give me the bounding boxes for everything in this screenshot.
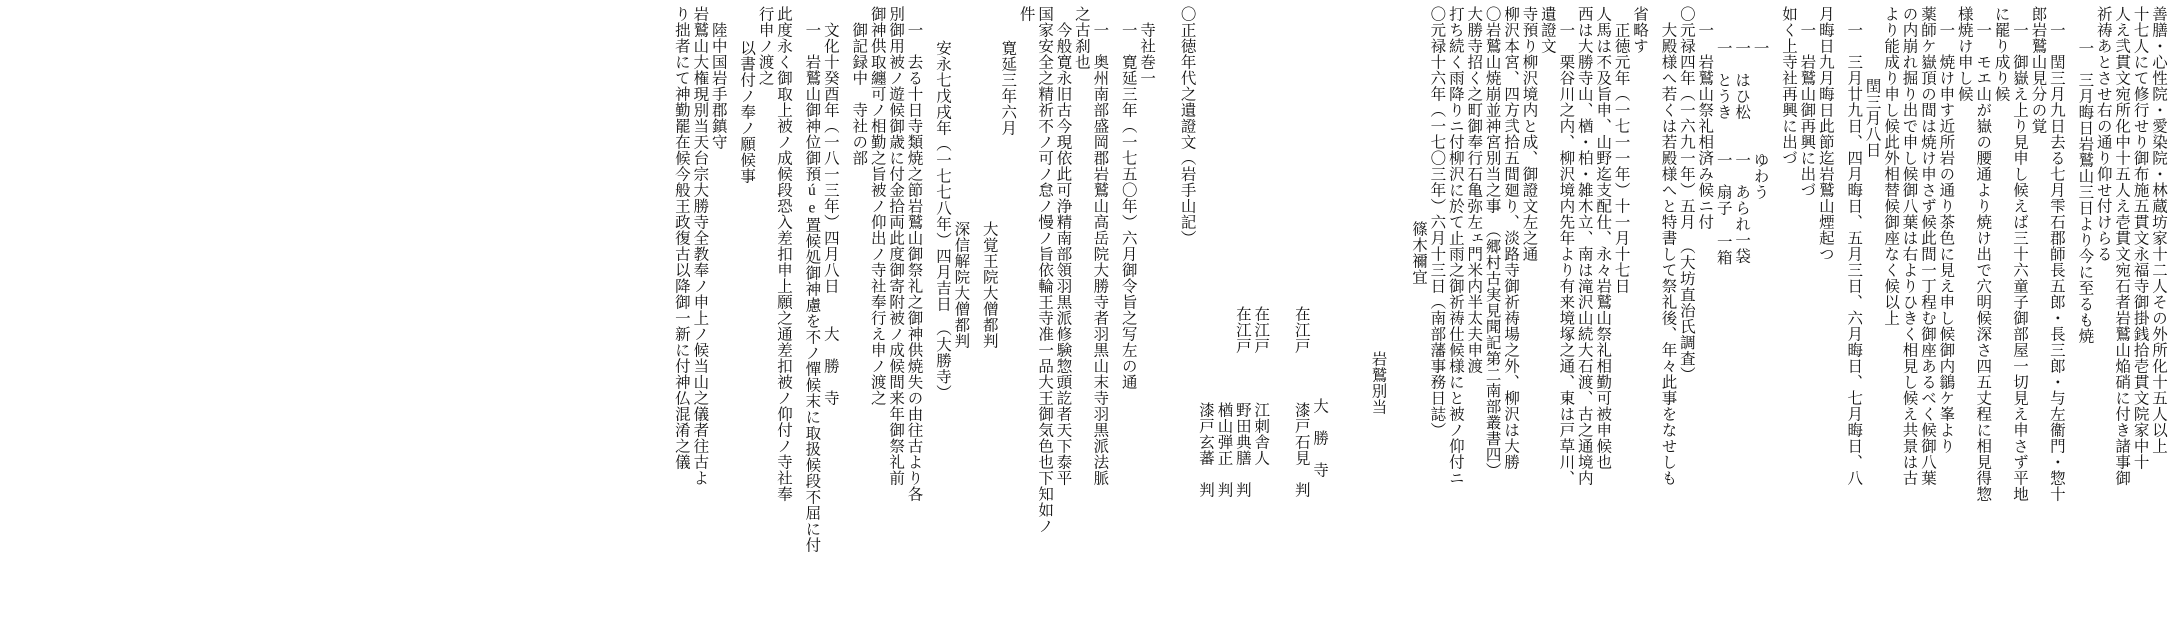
- text-column: 如く上寺社再興に出づ: [1779, 6, 1797, 166]
- text-column: 一 とうき 一 扇子 一箱: [1714, 40, 1732, 266]
- text-column: 之古刹也: [1072, 6, 1090, 70]
- text-column: 一 はひ松 一 あられ一袋: [1733, 40, 1751, 264]
- text-column: 一 三月廿九日、四月晦日、五月三日、六月晦日、七月晦日、八: [1845, 22, 1863, 486]
- text-column: 行申ノ渡之: [756, 6, 774, 86]
- text-column: 様焼け申し候: [1955, 6, 1973, 102]
- text-column: 遺證文: [1538, 6, 1556, 54]
- signature-column: 在江戸 江刺舎人: [1252, 306, 1270, 466]
- text-column: 一 ゆわう: [1751, 40, 1769, 200]
- signature-column: 在江戸 漆戸石見 判: [1292, 306, 1310, 498]
- text-column: に罷り成り候: [1992, 6, 2010, 102]
- signature-column: 岩鷲別当: [1369, 351, 1387, 415]
- text-column: 一 栗谷川之内、柳沢境内先年より有来境塚之通、東は戸草川、: [1557, 22, 1575, 486]
- text-column: 寛延三年六月: [999, 40, 1017, 136]
- text-column: 善膳・心性院・愛染院・林蔵坊家十二人その外所化十五人以上: [2150, 6, 2167, 454]
- text-column: 此度永く御取上被ノ成候段恐入差扣申上願之通差扣被ノ仰付ノ寺社奉: [775, 6, 792, 502]
- text-column: 別御用被ノ遊候御歳に付金拾両此度御寄附被ノ成候間来年御祭礼前: [887, 6, 905, 486]
- text-column: 今般寛永旧古今現依此可浄精南部領羽黒派修験惣頭訖者天下泰平: [1054, 22, 1072, 486]
- text-column: 岩鷲山大権現別当天台宗大勝寺全教奉ノ申上ノ候当山之儀者往古よ: [691, 6, 709, 486]
- text-column: 柳沢本宮、四方弐拾五間廻り、淡路寺御祈祷場之外、柳沢は大勝: [1502, 6, 1520, 470]
- signature-column: 楢山弾正 判: [1215, 306, 1233, 498]
- text-column: 大殿様へ若くは若殿様へと特書して祭礼後、年々此事をなせしも: [1659, 22, 1677, 486]
- text-column: 一 焼け申す近所岩の通り茶色に見え申し候御内鶲ケ峯より: [1937, 22, 1955, 454]
- text-column: り拙者にて神勤罷在候今般王政復古以降御一新に付神仏混淆之儀: [672, 6, 690, 470]
- text-column: 大勝寺招く之町御奉行石亀弥左ェ門米内半太夫申渡: [1465, 6, 1483, 374]
- text-column: 安永七戊戌年（一七七八年）四月吉日 （大勝寺）: [933, 40, 951, 401]
- text-column: 一 閏三月九日去る七月雫石郡師長五郎・長三郎・与左衞門・惣十: [2047, 22, 2065, 502]
- text-column: 西は大勝寺山、楢・柏・雑木立、南は滝沢山続大石渡、古之通境内: [1575, 6, 1593, 486]
- text-column: 一 御嶽え上り見申し候えば三十六童子御部屋一切見え申さず平地: [2011, 22, 2029, 502]
- text-column: 一 寛延三年（一七五〇年）六月御令旨之写左の通: [1119, 22, 1137, 390]
- text-column: 閏三月八日: [1863, 78, 1881, 158]
- text-column: 一 去る十日寺類焼之節岩鷲山御祭礼之御神供焼失の由往古より各: [905, 22, 923, 502]
- text-column: 御神供取纏可ノ相勤之旨被ノ仰出ノ寺社奉行え申ノ渡之: [868, 6, 886, 406]
- text-column: 御記録中 寺社の部: [850, 22, 868, 166]
- text-column: 一 モエ山が嶽の腰通より焼け出で穴明候深さ四五丈程に相見得惣: [1974, 22, 1992, 502]
- text-column: 〇岩鷲山焼崩並神宮別当之事 （郷村古実見聞記第二南部叢書四）: [1483, 6, 1501, 479]
- text-column: 一 岩鷲山御再興に出づ: [1798, 22, 1816, 198]
- text-column: 十七人にて修行せり御布施五貫文永福寺御掛銭拾壱貫文院家中十: [2131, 6, 2149, 470]
- text-column: 祈祷あとさせ右の通り仰せ付けらる: [2094, 6, 2112, 262]
- text-column: 一 三月晦日岩鷲山三日より今に至るも焼: [2076, 40, 2094, 344]
- text-column: 文化十癸酉年（一八一三年）四月八日 大 勝 寺: [821, 22, 839, 406]
- text-column: 国家安全之精祈不ノ可ノ怠ノ慢ノ旨依輪王寺准一品大王御気色也下知如ノ: [1036, 6, 1054, 534]
- text-column: の内崩れ掘り出で申し候御八葉は右よりひきく相見し候え共景は古: [1900, 6, 1918, 486]
- text-column: 一 岩鷲山御神位御預úe置候処御神慮を不ノ憚候末に取扱候段不屈に付: [803, 22, 821, 553]
- text-column: 寺社巻一: [1138, 22, 1156, 86]
- text-column: より能成り申し候此外相替候御座なく候以上: [1882, 6, 1900, 326]
- signature-column: 深信解院大僧都判: [952, 221, 970, 349]
- text-column: 〇元禄四年（一六九一年）五月 （大坊直治氏調査）: [1677, 6, 1695, 383]
- text-column: 以書付ノ奉ノ願候事: [738, 40, 756, 184]
- text-column: 人え弐貫文宛所化中十五人え壱貫文宛石者岩鷲山焔硝に付き諸事御: [2113, 6, 2131, 486]
- text-column: 件: [1017, 6, 1035, 22]
- text-column: 一 岩鷲山祭礼相済み候ニ付: [1696, 22, 1714, 230]
- signature-column: 在江戸 野田典膳 判: [1233, 306, 1251, 498]
- text-column: 一 奥州南部盛岡郡岩鷲山高岳院大勝寺者羽黒山末寺羽黒派法脈: [1091, 22, 1109, 486]
- text-column: 打ち続く雨降りニ付柳沢に於て止雨之御祈祷仕候様にと被ノ仰付ニ: [1446, 6, 1464, 486]
- text-column: 陸中国岩手郡鎮守: [709, 22, 727, 150]
- text-column: 薬師ケ嶽頂の間は焼け申さず候此間一丁程む御座あるべく候御八葉: [1918, 6, 1936, 486]
- signature-column: 漆戸玄蕃 判: [1197, 306, 1215, 498]
- text-column: 郎岩鷲山見分の覚: [2029, 6, 2047, 134]
- signature-column: 篠木禰宜: [1409, 221, 1427, 285]
- section-heading-column: 〇正徳年代之遺證文（岩手山記）: [1178, 6, 1196, 246]
- signature-column: 大 勝 寺: [1311, 398, 1329, 478]
- text-column: 月晦日九月晦日此節迄岩鷲山煙起つ: [1816, 6, 1834, 262]
- text-column: 〇元禄十六年（一七〇三年）六月十三日（南部藩事務日誌）: [1428, 6, 1446, 438]
- signature-column: 大覚王院大僧都判: [980, 221, 998, 349]
- text-column: 人馬は不及旨申、山野迄支配仕、永々岩鷲山祭礼相勤可被申候也: [1594, 6, 1612, 470]
- text-column: 省略す: [1631, 6, 1649, 54]
- text-column: 寺預り柳沢境内と成、御證文左之通: [1520, 6, 1538, 262]
- text-column: 正徳元年（一七一一年）十一月十七日: [1612, 22, 1630, 294]
